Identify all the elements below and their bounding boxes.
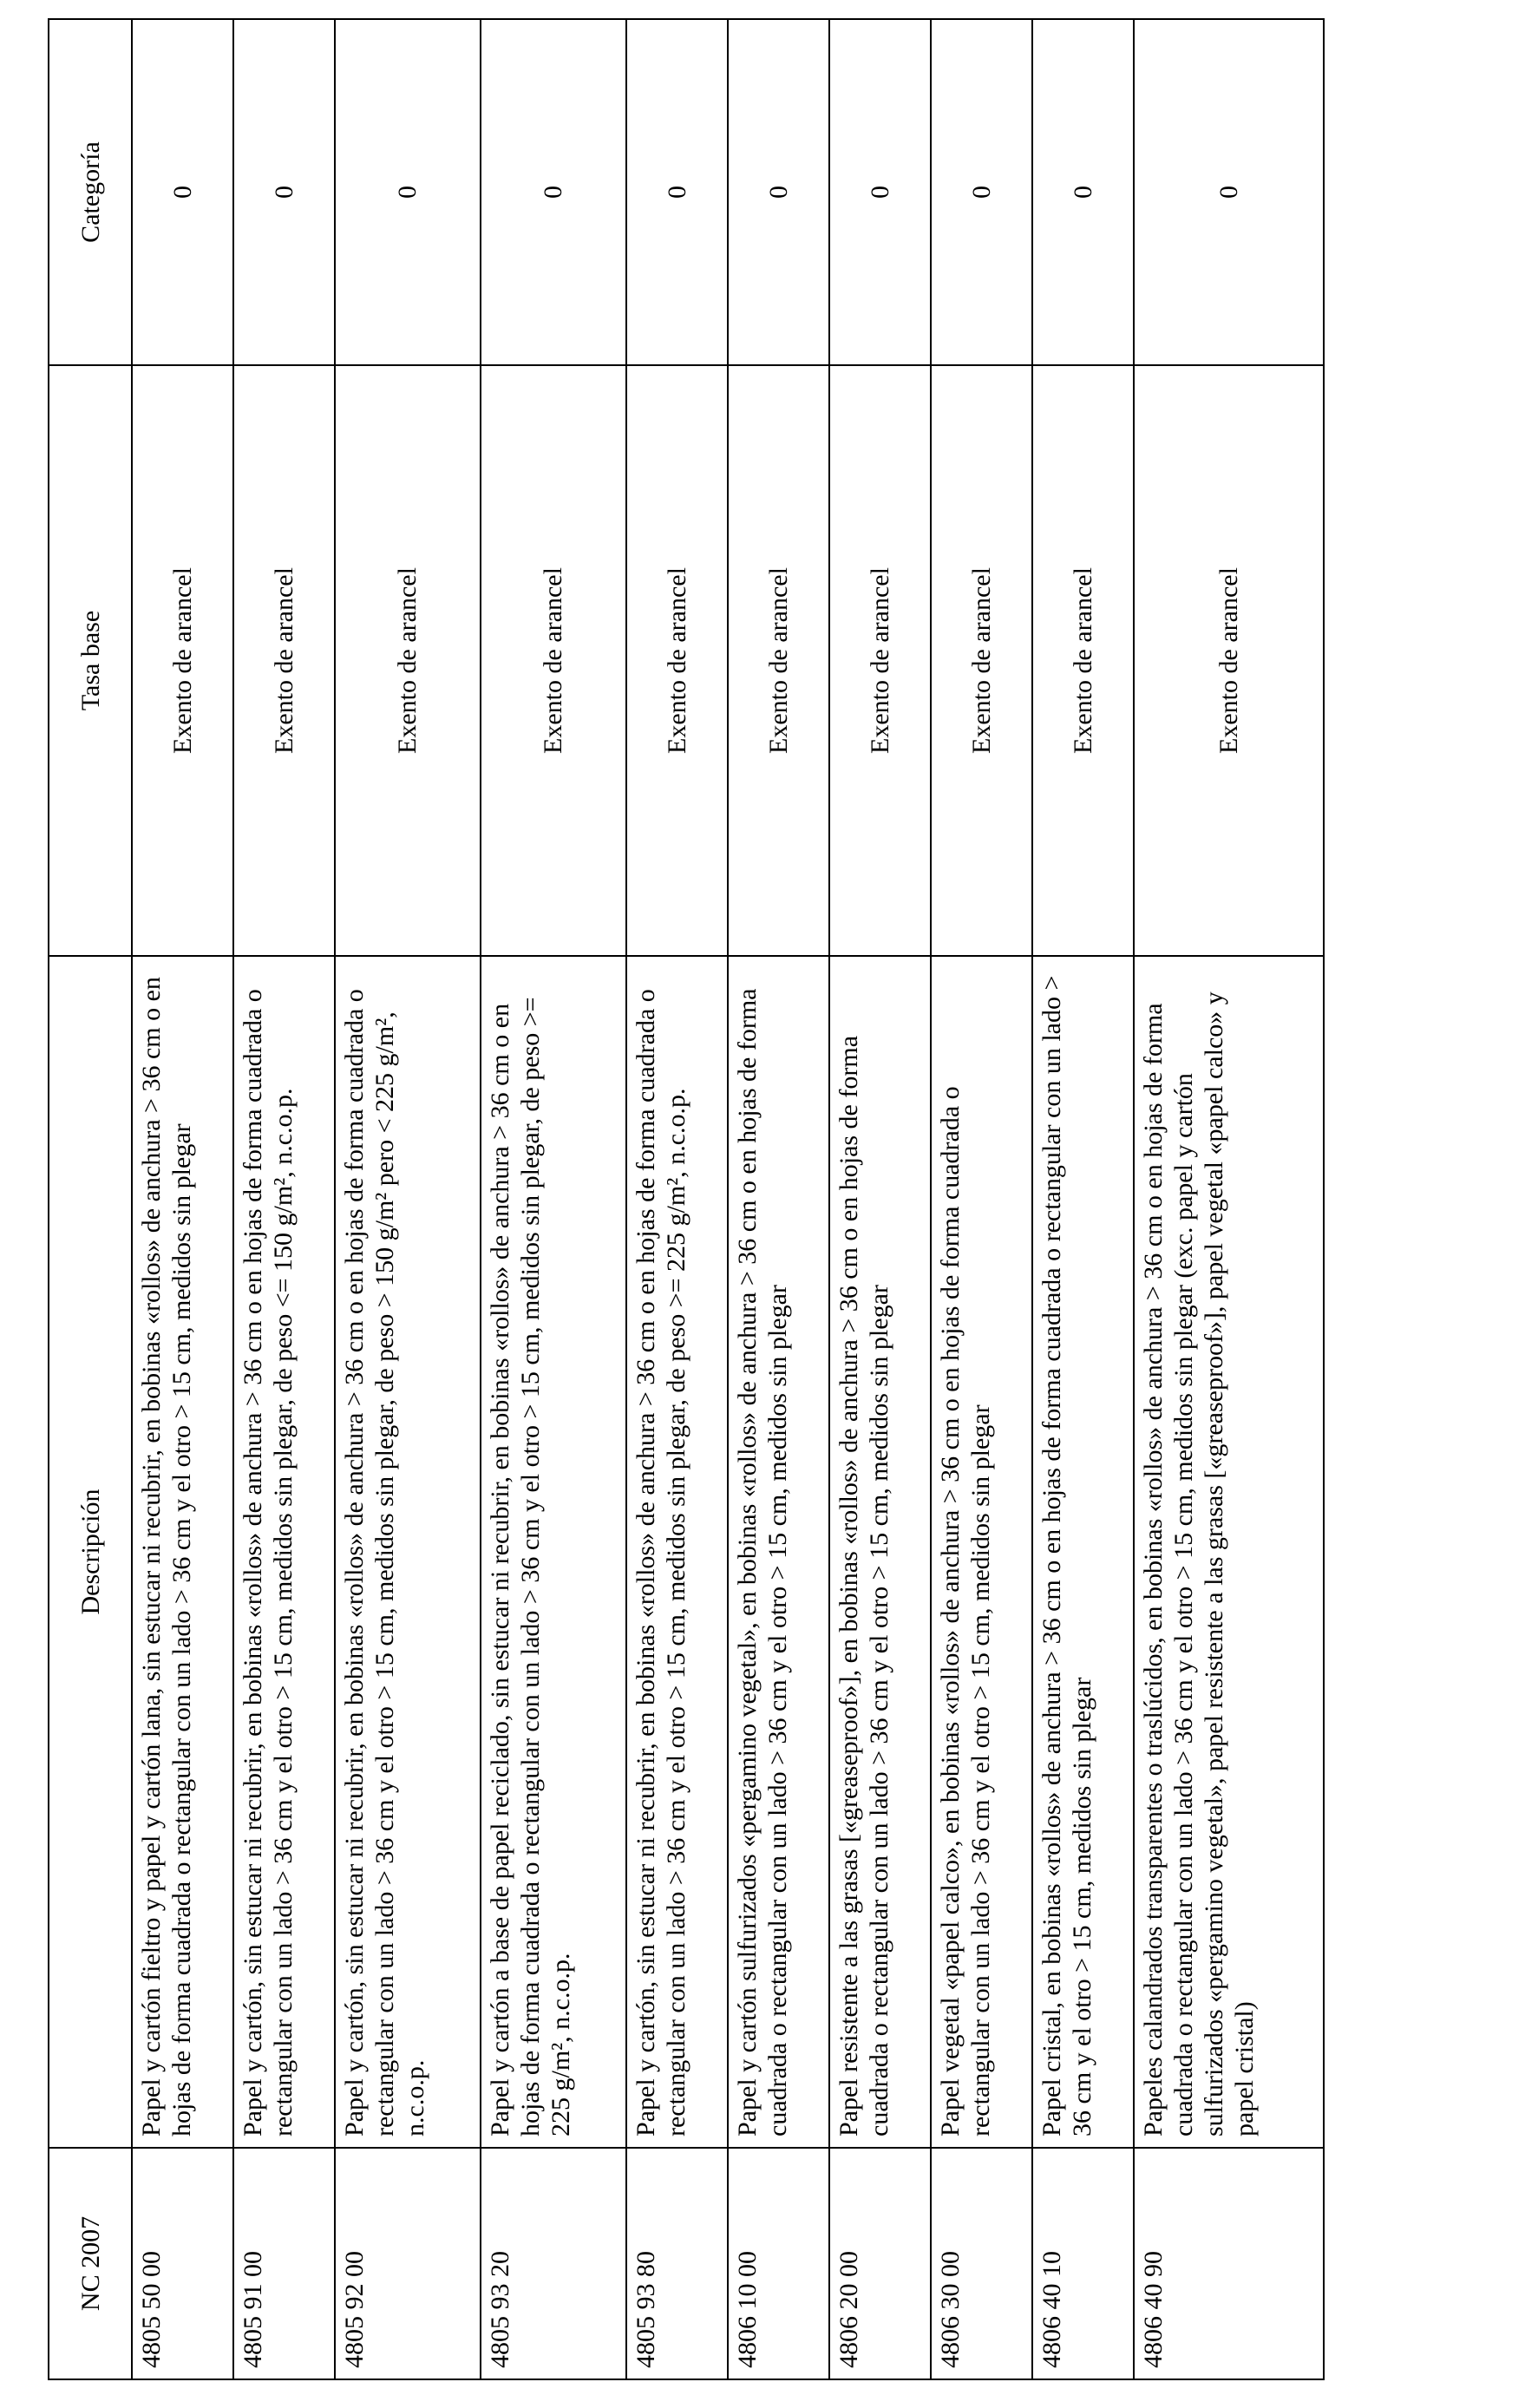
cell-code: 4806 20 00 [829, 2148, 931, 2379]
cell-rate: Exento de arancel [1032, 365, 1134, 956]
cell-description: Papel resistente a las grasas [«greaseproof»], en bobinas «rollos» de anchura > 36 cm o en hojas de forma cuadrada o rectangular con un lado > 36 cm y el otro > 15 cm, medidos sin plegar [829, 956, 931, 2148]
cell-rate: Exento de arancel [481, 365, 626, 956]
cell-rate: Exento de arancel [829, 365, 931, 956]
cell-rate: Exento de arancel [728, 365, 829, 956]
table-header-row [49, 19, 132, 2379]
cell-rate: Exento de arancel [626, 365, 728, 956]
table-row [335, 19, 481, 2379]
table-body [132, 19, 1324, 2379]
cell-description: Papel y cartón a base de papel reciclado, sin estucar ni recubrir, en bobinas «rollos» de anchura > 36 cm o en hojas de forma cuadrada o rectangular con un lado > 36 cm y el otro > 15 cm, medidos sin plegar, de peso >= 225 g/m², n.c.o.p. [481, 956, 626, 2148]
cell-category: 0 [132, 19, 233, 365]
cell-rate: Exento de arancel [233, 365, 335, 956]
rotated-page [48, 20, 1325, 2380]
cell-description: Papel y cartón sulfurizados «pergamino vegetal», en bobinas «rollos» de anchura > 36 cm o en hojas de forma cuadrada o rectangular con un lado > 36 cm y el otro > 15 cm, medidos sin plegar [728, 956, 829, 2148]
cell-code: 4805 91 00 [233, 2148, 335, 2379]
cell-rate: Exento de arancel [335, 365, 481, 956]
cell-category: 0 [626, 19, 728, 365]
cell-code: 4805 92 00 [335, 2148, 481, 2379]
cell-category: 0 [233, 19, 335, 365]
table-row [728, 19, 829, 2379]
cell-description: Papel cristal, en bobinas «rollos» de anchura > 36 cm o en hojas de forma cuadrada o rectangular con un lado > 36 cm y el otro > 15 cm, medidos sin plegar [1032, 956, 1134, 2148]
table-row [481, 19, 626, 2379]
table-row [1032, 19, 1134, 2379]
cell-category: 0 [1134, 19, 1324, 365]
tariff-table [48, 18, 1325, 2380]
cell-description: Papel y cartón, sin estucar ni recubrir, en bobinas «rollos» de anchura > 36 cm o en hojas de forma cuadrada o rectangular con un lado > 36 cm y el otro > 15 cm, medidos sin plegar, de peso >= 225 g/m², n.c.o.p. [626, 956, 728, 2148]
header-rate: Tasa base [49, 365, 132, 956]
cell-category: 0 [481, 19, 626, 365]
table-row [829, 19, 931, 2379]
table-row [132, 19, 233, 2379]
cell-rate: Exento de arancel [132, 365, 233, 956]
cell-code: 4805 93 20 [481, 2148, 626, 2379]
header-category: Categoría [49, 19, 132, 365]
header-code: NC 2007 [49, 2148, 132, 2379]
table-row [233, 19, 335, 2379]
cell-code: 4805 93 80 [626, 2148, 728, 2379]
cell-description: Papel y cartón, sin estucar ni recubrir, en bobinas «rollos» de anchura > 36 cm o en hojas de forma cuadrada o rectangular con un lado > 36 cm y el otro > 15 cm, medidos sin plegar, de peso > 150 g/m² pero < 225 g/m², n.c.o.p. [335, 956, 481, 2148]
cell-description: Papeles calandrados transparentes o traslúcidos, en bobinas «rollos» de anchura > 36 cm o en hojas de forma cuadrada o rectangular con un lado > 36 cm y el otro > 15 cm, medidos sin plegar (exc. papel y cartón sulfurizados «pergamino vegetal», papel resistente a las grasas [«greaseproof»], papel vegetal «papel calco» y papel cristal) [1134, 956, 1324, 2148]
table-row [931, 19, 1032, 2379]
cell-category: 0 [1032, 19, 1134, 365]
cell-code: 4806 40 10 [1032, 2148, 1134, 2379]
cell-description: Papel y cartón, sin estucar ni recubrir, en bobinas «rollos» de anchura > 36 cm o en hojas de forma cuadrada o rectangular con un lado > 36 cm y el otro > 15 cm, medidos sin plegar, de peso <= 150 g/m², n.c.o.p. [233, 956, 335, 2148]
cell-code: 4805 50 00 [132, 2148, 233, 2379]
table-row [1134, 19, 1324, 2379]
cell-code: 4806 40 90 [1134, 2148, 1324, 2379]
cell-rate: Exento de arancel [1134, 365, 1324, 956]
cell-rate: Exento de arancel [931, 365, 1032, 956]
cell-category: 0 [728, 19, 829, 365]
cell-category: 0 [829, 19, 931, 365]
cell-category: 0 [335, 19, 481, 365]
header-description: Descripción [49, 956, 132, 2148]
cell-code: 4806 30 00 [931, 2148, 1032, 2379]
cell-description: Papel vegetal «papel calco», en bobinas «rollos» de anchura > 36 cm o en hojas de forma cuadrada o rectangular con un lado > 36 cm y el otro > 15 cm, medidos sin plegar [931, 956, 1032, 2148]
cell-category: 0 [931, 19, 1032, 365]
cell-description: Papel y cartón fieltro y papel y cartón lana, sin estucar ni recubrir, en bobinas «rollos» de anchura > 36 cm o en hojas de forma cuadrada o rectangular con un lado > 36 cm y el otro > 15 cm, medidos sin plegar [132, 956, 233, 2148]
table-row [626, 19, 728, 2379]
cell-code: 4806 10 00 [728, 2148, 829, 2379]
